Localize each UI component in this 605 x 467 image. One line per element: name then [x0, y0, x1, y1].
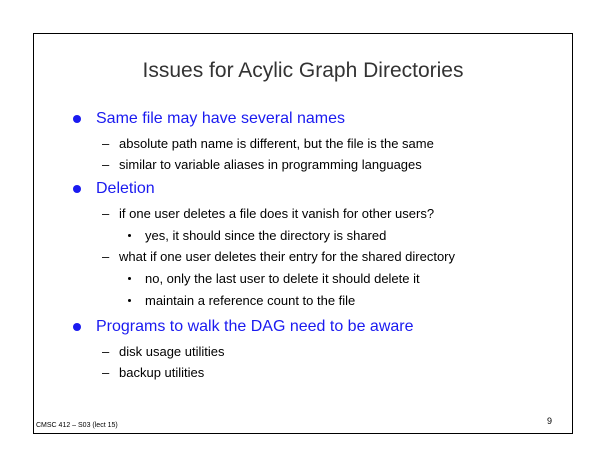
slide-footer: CMSC 412 – S03 (lect 15) [36, 422, 118, 429]
subsub-item-text: yes, it should since the directory is shared [145, 228, 387, 243]
slide-title: Issues for Acylic Graph Directories [142, 59, 464, 82]
bullet-dot-icon [73, 115, 81, 123]
sub-item-text: if one user deletes a file does it vanish for other users? [119, 206, 435, 221]
page-number: 9 [546, 416, 552, 426]
small-bullet-icon [128, 234, 131, 237]
bullet-item-deletion [96, 179, 155, 199]
bullet-text: Same file may have several names [96, 110, 345, 127]
sub-item-text: disk usage utilities [119, 344, 225, 359]
dash-icon: – [102, 136, 110, 151]
bullet-item-same-file [96, 109, 345, 129]
bullet-text: Deletion [96, 180, 155, 197]
small-bullet-icon [128, 277, 131, 280]
sub-item-text: similar to variable aliases in programming languages [119, 157, 422, 172]
dash-icon: – [102, 206, 110, 221]
slide-frame [33, 33, 573, 434]
dash-icon: – [102, 249, 110, 264]
small-bullet-icon [128, 299, 131, 302]
dash-icon: – [102, 365, 110, 380]
sub-item-text: absolute path name is different, but the file is the same [119, 136, 434, 151]
bullet-dot-icon [73, 185, 81, 193]
sub-item-text: what if one user deletes their entry for the shared directory [119, 249, 456, 264]
bullet-dot-icon [73, 323, 81, 331]
dash-icon: – [102, 157, 110, 172]
dash-icon: – [102, 344, 110, 359]
subsub-item-text: maintain a reference count to the file [145, 293, 356, 308]
subsub-item-text: no, only the last user to delete it should delete it [145, 271, 420, 286]
bullet-item-programs-dag [96, 317, 414, 337]
bullet-text: Programs to walk the DAG need to be aware [96, 318, 414, 335]
sub-item-text: backup utilities [119, 365, 205, 380]
